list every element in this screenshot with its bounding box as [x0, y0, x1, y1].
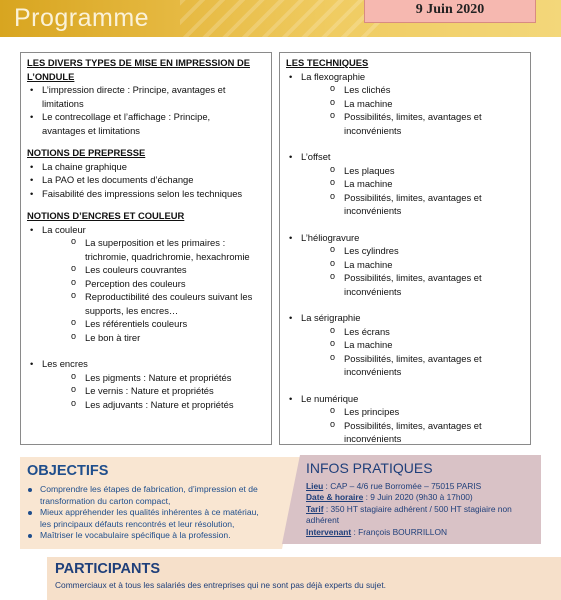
sublist-item-line: inconvénients [344, 433, 402, 444]
technique-sublist [301, 325, 526, 379]
technique-sublist [301, 164, 526, 218]
encres-list [27, 223, 267, 412]
section-title-line: LES DIVERS TYPES DE MISE EN IMPRESSION DE [27, 57, 250, 68]
sublist-item [301, 419, 526, 446]
infos-title: INFOS PRATIQUES [306, 460, 433, 476]
technique-item [286, 70, 526, 138]
objectifs-panel [20, 457, 282, 549]
sublist-item-line: o Possibilités, limites, avantages et [344, 191, 482, 203]
info-intervenant [306, 527, 534, 538]
objectif-line: les principaux défauts rencontrés et leur résolution, [40, 518, 235, 529]
sublist-item-line: o Possibilités, limites, avantages et [344, 111, 482, 122]
sublist-item [42, 290, 267, 317]
sublist-item [42, 236, 267, 263]
list-item-line: avantages et limitations [42, 124, 140, 136]
info-label: Lieu [306, 481, 324, 491]
technique-label: • L’héliogravure [301, 231, 360, 243]
technique-item [286, 311, 526, 379]
list-item-encres [27, 357, 267, 411]
sublist-item-line: supports, les encres… [85, 304, 179, 316]
sublist-item [301, 271, 526, 298]
participants-text: Commerciaux et à tous les salariés des entreprises qui ne sont pas déjà experts du sujet. [55, 580, 386, 590]
info-value: : 9 Juin 2020 (9h30 à 17h00) [363, 492, 473, 503]
technique-label: • La flexographie [301, 70, 366, 82]
sublist-item: o Les adjuvants : Nature et propriétés [42, 398, 267, 412]
sublist-item-line: inconvénients [344, 285, 402, 297]
info-value: : François BOURRILLON [351, 526, 448, 537]
sublist-item: o Perception des couleurs [42, 277, 267, 291]
infos-details [306, 481, 534, 538]
sublist-item [301, 352, 526, 379]
objectifs-list [26, 484, 288, 542]
spacer [286, 298, 526, 311]
prepresse-list [27, 160, 267, 201]
sublist-item: o Le vernis : Nature et propriétés [42, 384, 267, 398]
list-item-label: • La couleur [42, 223, 86, 235]
spacer [286, 379, 526, 392]
programme-left-box [20, 52, 272, 445]
sublist-item-line: o La superposition et les primaires : [85, 237, 226, 248]
sublist-item: o Les cylindres [301, 244, 526, 258]
couleur-sublist [42, 236, 267, 344]
spacer [27, 344, 267, 357]
info-value: : CAP – 4/6 rue Borromée – 75015 PARIS [323, 481, 482, 491]
technique-sublist [301, 244, 526, 298]
technique-item [286, 150, 526, 218]
sublist-item [301, 191, 526, 218]
infos-panel [300, 455, 541, 544]
sublist-item-line: trichromie, quadrichromie, hexachromie [85, 250, 250, 262]
list-item: • Faisabilité des impressions selon les techniques [27, 187, 267, 201]
list-item-couleur [27, 223, 267, 345]
info-tarif [306, 504, 534, 515]
programme-right-box [279, 52, 531, 445]
objectif-line: Mieux appréhender les qualités inhérentes à ce matériau, [40, 507, 259, 518]
technique-label: • L’offset [301, 151, 331, 162]
list-item [27, 83, 267, 110]
technique-item [286, 392, 526, 446]
info-lieu [306, 481, 534, 492]
section-title-encres: NOTIONS D’ENCRES ET COULEUR [27, 210, 185, 221]
technique-label: • La sérigraphie [301, 312, 361, 323]
sublist-item-line: o Reproductibilité des couleurs suivant les [85, 291, 253, 302]
section-title-techniques: LES TECHNIQUES [286, 57, 369, 68]
list-item [27, 110, 267, 137]
section-title-impression [27, 56, 267, 83]
techniques-list [286, 70, 526, 446]
technique-sublist [301, 83, 526, 137]
section-title-line: L’ONDULE [27, 70, 75, 82]
sublist-item-line: inconvénients [344, 124, 402, 136]
sublist-item: o Les couleurs couvrantes [42, 263, 267, 277]
sublist-item: o Le bon à tirer [42, 331, 267, 345]
participants-title: PARTICIPANTS [55, 561, 160, 577]
info-tarif-cont: adhérent [306, 515, 340, 526]
sublist-item-line: o Possibilités, limites, avantages et [344, 352, 482, 364]
sublist-item: o Les clichés [301, 83, 526, 97]
objectif-line: Maîtriser le vocabulaire spécifique à la profession. [40, 530, 231, 541]
list-item: • La chaine graphique [27, 160, 267, 174]
objectif-item [26, 507, 288, 530]
list-item-line: • L’impression directe : Principe, avantages et [42, 84, 226, 95]
sublist-item: o La machine [301, 97, 526, 111]
technique-label: • Le numérique [301, 392, 359, 404]
sublist-item: o La machine [301, 338, 526, 352]
objectifs-title: OBJECTIFS [27, 463, 109, 479]
participants-panel [47, 557, 561, 600]
encres-sublist [42, 371, 267, 412]
info-label: Date & horaire [306, 492, 364, 503]
sublist-item-line: inconvénients [344, 205, 402, 216]
sublist-item: o La machine [301, 258, 526, 272]
sublist-item: o Les plaques [301, 164, 526, 178]
list-item-line: • Le contrecollage et l’affichage : Principe, [42, 111, 211, 122]
sublist-item-line: o Possibilités, limites, avantages et [344, 272, 482, 283]
sublist-item: o Les principes [301, 405, 526, 419]
list-item-label: • Les encres [42, 358, 88, 369]
spacer [286, 218, 526, 231]
list-item-line: limitations [42, 97, 84, 109]
info-date [306, 492, 534, 503]
objectif-item [26, 530, 288, 542]
date-badge: 9 Juin 2020 [364, 0, 536, 23]
sublist-item-line: inconvénients [344, 366, 402, 377]
sublist-item: o La machine [301, 177, 526, 191]
spacer [286, 137, 526, 150]
info-label: Intervenant [306, 526, 352, 537]
objectif-line: transformation du carton compact, [40, 495, 171, 506]
sublist-item [301, 110, 526, 137]
programme-title: Programme [14, 4, 150, 32]
info-label: Tarif [306, 503, 324, 514]
objectif-item [26, 484, 288, 507]
sublist-item: o Les pigments : Nature et propriétés [42, 371, 267, 385]
list-item: • La PAO et les documents d’échange [27, 173, 267, 187]
sublist-item: o Les référentiels couleurs [42, 317, 267, 331]
sublist-item: o Les écrans [301, 325, 526, 339]
section-title-prepresse: NOTIONS DE PREPRESSE [27, 147, 146, 158]
objectif-line: Comprendre les étapes de fabrication, d’impression et de [40, 484, 258, 494]
sublist-item-line: o Possibilités, limites, avantages et [344, 419, 482, 431]
impression-list [27, 83, 267, 137]
technique-item [286, 231, 526, 299]
info-value: : 350 HT stagiaire adhérent / 500 HT stagiaire non [323, 503, 512, 514]
technique-sublist [301, 405, 526, 446]
